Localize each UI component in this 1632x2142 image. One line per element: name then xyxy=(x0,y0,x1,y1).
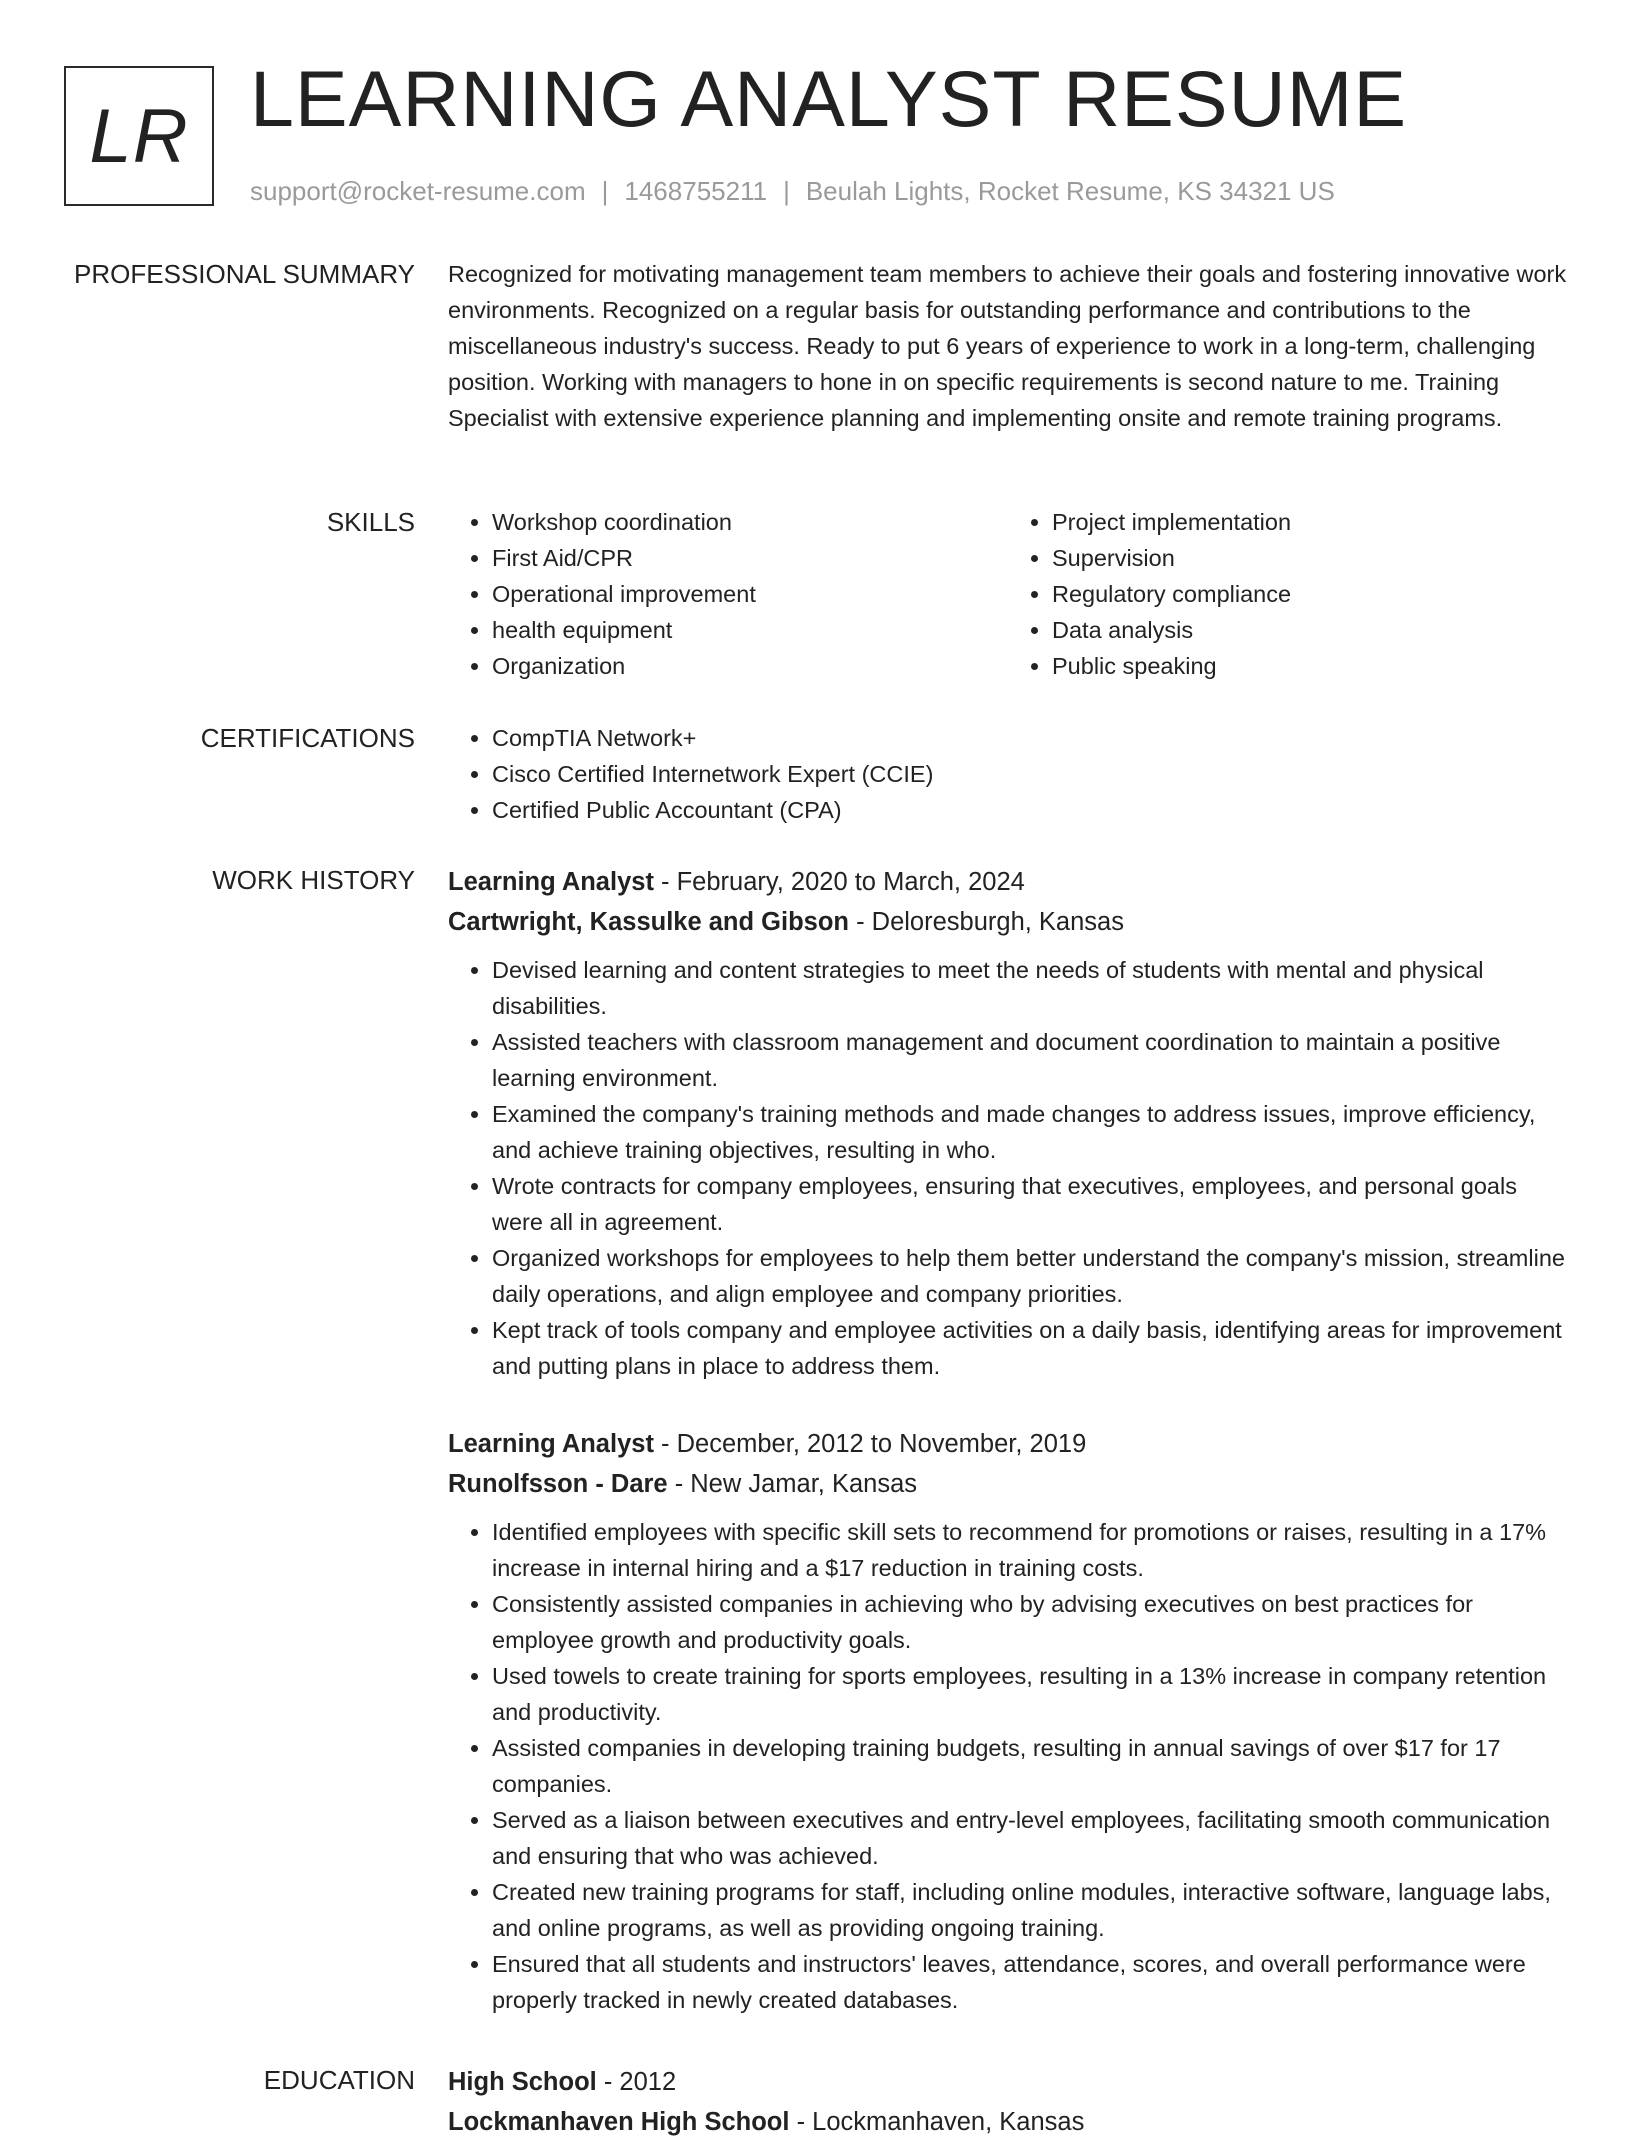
job-bullet-list xyxy=(448,1514,1568,2018)
job-entry xyxy=(448,862,1568,1384)
education-degree-line xyxy=(448,2062,1568,2102)
job-company-line xyxy=(448,902,1568,942)
skill-item: • First Aid/CPR xyxy=(492,540,1008,576)
job-bullet: • Organized workshops for employees to help them better understand the company's mission, streamline daily operations, and align employee and company priorities. xyxy=(492,1240,1568,1312)
education-year: - 2012 xyxy=(596,2068,677,2096)
skills-list-right xyxy=(1008,504,1568,684)
skill-item: • Project implementation xyxy=(1052,504,1568,540)
work-history-label: WORK HISTORY xyxy=(212,865,415,895)
education-degree: High School xyxy=(448,2068,597,2096)
skills-content xyxy=(448,504,1568,684)
job-company: Runolfsson - Dare xyxy=(448,1470,668,1498)
job-bullet: • Consistently assisted companies in achieving who by advising executives on best practices for employee growth and productivity goals. xyxy=(492,1586,1568,1658)
job-bullet: • Identified employees with specific skill sets to recommend for promotions or raises, resulting in a 17% increase in internal hiring and a $17 reduction in training costs. xyxy=(492,1514,1568,1586)
job-entry xyxy=(448,1424,1568,2018)
skills-label: SKILLS xyxy=(326,507,415,537)
job-bullet: • Kept track of tools company and employee activities on a daily basis, identifying areas for improvement and putting plans in place to address them. xyxy=(492,1312,1568,1384)
contact-separator: | xyxy=(601,176,609,206)
summary-content xyxy=(448,256,1568,436)
contact-email: support@rocket-resume.com xyxy=(250,176,586,206)
monogram-box xyxy=(64,66,214,206)
contact-address: Beulah Lights, Rocket Resume, KS 34321 US xyxy=(805,176,1335,206)
job-location: - New Jamar, Kansas xyxy=(667,1470,918,1498)
education-label: EDUCATION xyxy=(263,2065,415,2095)
certification-item: • CompTIA Network+ xyxy=(492,720,1568,756)
certifications-content xyxy=(448,720,1568,828)
job-bullet: • Wrote contracts for company employees, ensuring that executives, employees, and personal goals were all in agreement. xyxy=(492,1168,1568,1240)
certification-item: • Certified Public Accountant (CPA) xyxy=(492,792,1568,828)
job-company: Cartwright, Kassulke and Gibson xyxy=(448,908,849,936)
certifications-list xyxy=(448,720,1568,828)
resume-title: LEARNING ANALYST RESUME xyxy=(250,54,1408,143)
job-title: Learning Analyst xyxy=(448,868,654,896)
skill-item: • Regulatory compliance xyxy=(1052,576,1568,612)
contact-separator: | xyxy=(783,176,790,206)
job-bullet: • Assisted companies in developing training budgets, resulting in annual savings of over $17 for 17 companies. xyxy=(492,1730,1568,1802)
job-bullet: • Assisted teachers with classroom management and document coordination to maintain a positive learning environment. xyxy=(492,1024,1568,1096)
monogram-initials: LR xyxy=(89,93,189,179)
job-title-line xyxy=(448,1424,1568,1464)
job-bullet: • Served as a liaison between executives and entry-level employees, facilitating smooth communication and ensuring that who was achieved. xyxy=(492,1802,1568,1874)
education-content xyxy=(448,2062,1568,2142)
certifications-label: CERTIFICATIONS xyxy=(200,723,415,753)
job-bullet: • Examined the company's training methods and made changes to address issues, improve efficiency, and achieve training objectives, resulting in who. xyxy=(492,1096,1568,1168)
contact-phone: 1468755211 xyxy=(624,176,768,206)
skill-item: • Workshop coordination xyxy=(492,504,1008,540)
education-school-line xyxy=(448,2102,1568,2142)
skill-item: • Data analysis xyxy=(1052,612,1568,648)
certification-item: • Cisco Certified Internetwork Expert (CCIE) xyxy=(492,756,1568,792)
skill-item: • Supervision xyxy=(1052,540,1568,576)
education-location: - Lockmanhaven, Kansas xyxy=(789,2108,1085,2136)
job-location: - Deloresburgh, Kansas xyxy=(849,908,1124,936)
job-bullet: • Created new training programs for staff, including online modules, interactive software, language labs, and online programs, as well as providing ongoing training. xyxy=(492,1874,1568,1946)
job-company-line xyxy=(448,1464,1568,1504)
skills-list-left xyxy=(448,504,1008,684)
summary-text: Recognized for motivating management team members to achieve their goals and fostering innovative work environments. Recognized on a regular basis for outstanding performance and contributions to the miscellaneous industry's success. Ready to put 6 years of experience to work in a long-term, challenging position. Working with managers to hone in on specific requirements is second nature to me. Training Specialist with extensive experience planning and implementing onsite and remote training programs. xyxy=(448,261,1567,431)
job-dates: - December, 2012 to November, 2019 xyxy=(653,1430,1087,1458)
contact-line xyxy=(250,176,1335,207)
job-bullet-list xyxy=(448,952,1568,1384)
skill-item: • Operational improvement xyxy=(492,576,1008,612)
job-bullet: • Used towels to create training for sports employees, resulting in a 13% increase in company retention and productivity. xyxy=(492,1658,1568,1730)
job-title-line xyxy=(448,862,1568,902)
work-history-content xyxy=(448,862,1568,2018)
skill-item: • health equipment xyxy=(492,612,1008,648)
summary-label: PROFESSIONAL SUMMARY xyxy=(74,259,415,289)
skill-item: • Public speaking xyxy=(1052,648,1568,684)
job-title: Learning Analyst xyxy=(448,1430,654,1458)
education-school: Lockmanhaven High School xyxy=(448,2108,790,2136)
job-bullet: • Devised learning and content strategies to meet the needs of students with mental and physical disabilities. xyxy=(492,952,1568,1024)
skill-item: • Organization xyxy=(492,648,1008,684)
job-bullet: • Ensured that all students and instructors' leaves, attendance, scores, and overall performance were properly tracked in newly created databases. xyxy=(492,1946,1568,2018)
job-dates: - February, 2020 to March, 2024 xyxy=(653,868,1025,896)
